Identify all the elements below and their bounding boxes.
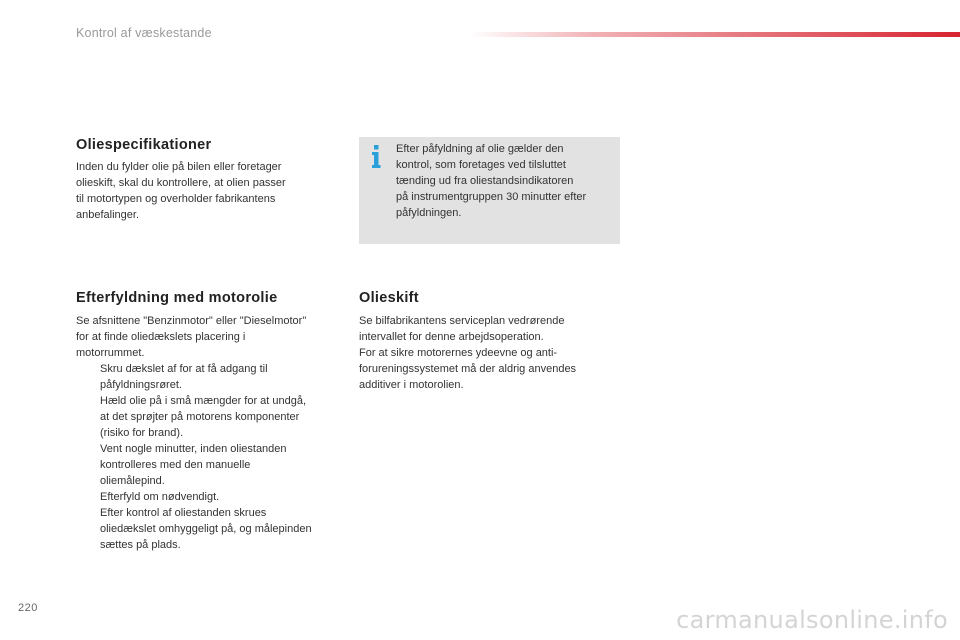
bullet-line: at det sprøjter på motorens komponenter <box>100 411 300 423</box>
oil-spec-line: olieskift, skal du kontrollere, at olien passer <box>76 177 286 189</box>
oil-change-line: forureningssystemet må der aldrig anvendes <box>359 363 577 375</box>
page-number: 220 <box>18 602 38 614</box>
oil-change-line: Se bilfabrikantens serviceplan vedrørende <box>359 315 565 327</box>
topup-bullet-item <box>76 361 351 393</box>
info-line: Efter påfyldning af olie gælder den <box>396 143 564 155</box>
oil-change-line: For at sikre motorernes ydeevne og anti- <box>359 347 558 359</box>
info-box-text <box>396 141 614 221</box>
bullet-line: påfyldningsrøret. <box>100 379 182 391</box>
bullet-line: oliemålepind. <box>100 475 165 487</box>
topup-bullet-item <box>76 393 351 441</box>
oil-change-heading: Olieskift <box>359 290 419 306</box>
bullet-line: (risiko for brand). <box>100 427 184 439</box>
topup-heading: Efterfyldning med motorolie <box>76 290 278 306</box>
oil-spec-line: Inden du fylder olie på bilen eller foretager <box>76 161 282 173</box>
info-line: tænding ud fra oliestandsindikatoren <box>396 175 574 187</box>
oil-change-line: intervallet for denne arbejdsoperation. <box>359 331 544 343</box>
topup-bullet-item <box>76 505 351 553</box>
info-icon <box>371 145 381 169</box>
topup-intro-line: Se afsnittene "Benzinmotor" eller "Dieselmotor" <box>76 315 307 327</box>
info-line: kontrol, som foretages ved tilsluttet <box>396 159 566 171</box>
topup-intro-line: motorrummet. <box>76 347 145 359</box>
header-accent-bar <box>470 32 960 37</box>
oil-change-text <box>359 313 624 393</box>
bullet-line: kontrolleres med den manuelle <box>100 459 251 471</box>
watermark-text: carmanualsonline.info <box>676 606 948 634</box>
bullet-line: sættes på plads. <box>100 539 181 551</box>
bullet-line: Skru dækslet af for at få adgang til <box>100 363 268 375</box>
oil-spec-heading: Oliespecifikationer <box>76 137 212 153</box>
topup-intro-line: for at finde oliedækslets placering i <box>76 331 246 343</box>
oil-change-line: additiver i motorolien. <box>359 379 464 391</box>
bullet-line: oliedækslet omhyggeligt på, og målepinden <box>100 523 312 535</box>
topup-text <box>76 313 351 553</box>
bullet-line: Hæld olie på i små mængder for at undgå, <box>100 395 307 407</box>
oil-spec-line: anbefalinger. <box>76 209 139 221</box>
info-line: på instrumentgruppen 30 minutter efter <box>396 191 587 203</box>
bullet-line: Vent nogle minutter, inden oliestanden <box>100 443 287 455</box>
topup-bullet-item <box>76 441 351 489</box>
info-box <box>359 137 620 244</box>
info-line: påfyldningen. <box>396 207 462 219</box>
bullet-line: Efter kontrol af oliestanden skrues <box>100 507 267 519</box>
oil-spec-line: til motortypen og overholder fabrikantens <box>76 193 276 205</box>
oil-spec-text <box>76 159 346 223</box>
topup-bullet-item <box>76 489 351 505</box>
bullet-line: Efterfyld om nødvendigt. <box>100 491 220 503</box>
page-header-title: Kontrol af væskestande <box>76 26 212 40</box>
